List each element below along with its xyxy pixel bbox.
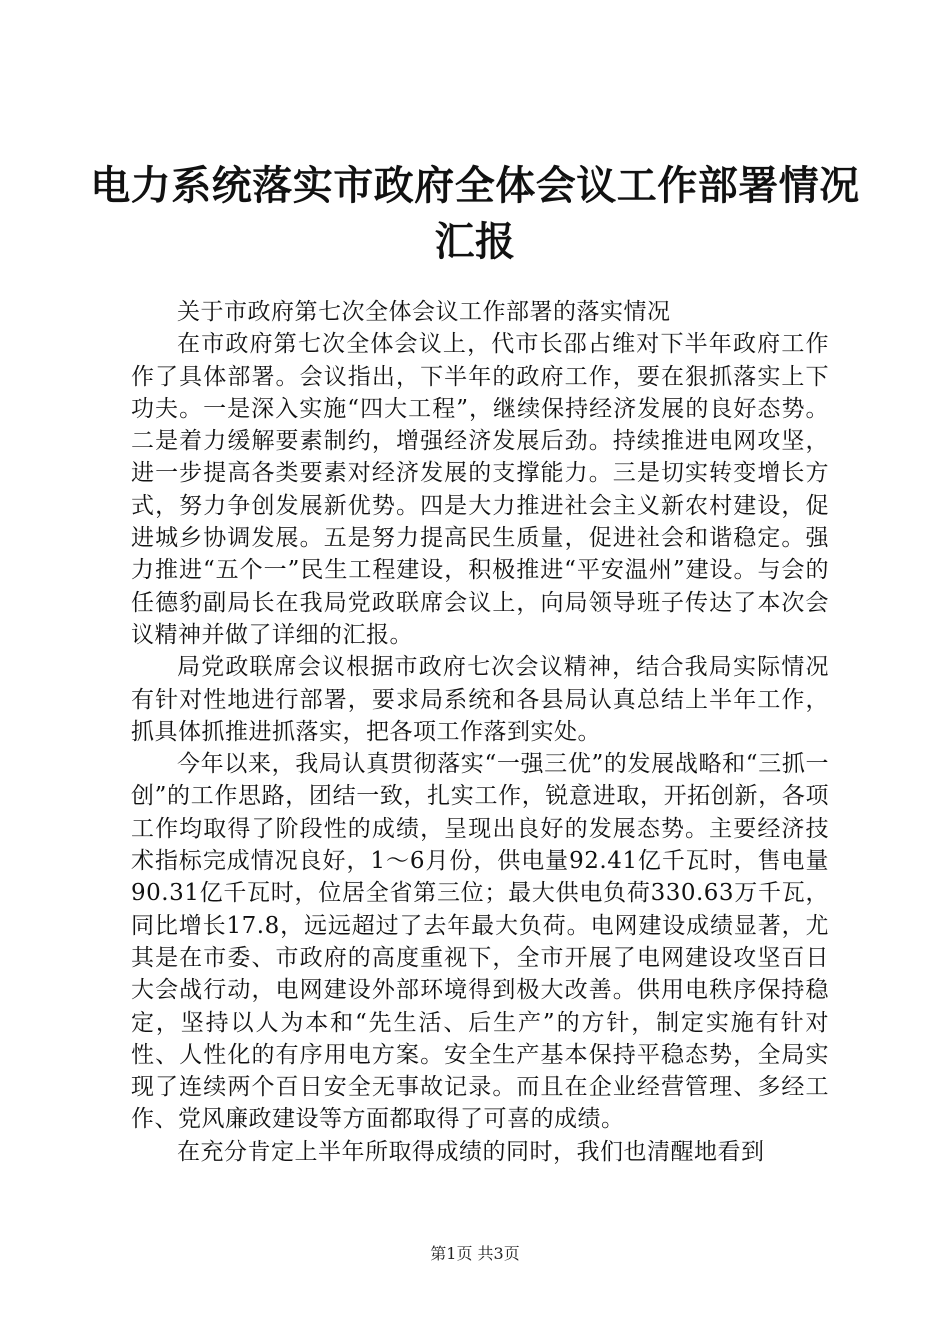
paragraph-achievements: 今年以来，我局认真贯彻落实“一强三优”的发展战略和“三抓一创”的工作思路，团结一致，扎实工作，锐意进取，开拓创新，各项工作均取得了阶段性的成绩，呈现出良好的发展态势。主要经济技术指标完成情况良好，1～6月份，供电量92.41亿千瓦时，售电量90.31亿千瓦时，位居全省第三位；最大供电负荷330.63万千瓦，同比增长17.8，远远超过了去年最大负荷。电网建设成绩显著，尤其是在市委、市政府的高度重视下，全市开展了电网建设攻坚百日大会战行动，电网建设外部环境得到极大改善。供用电秩序保持稳定，坚持以人为本和“先生活、后生产”的方针，制定实施有针对性、人性化的有序用电方案。安全生产基本保持平稳态势，全局实现了连续两个百日安全无事故记录。而且在企业经营管理、多经工作、党风廉政建设等方面都取得了可喜的成绩。 xyxy=(131,751,829,1133)
paragraph-subtitle: 关于市政府第七次全体会议工作部署的落实情况 xyxy=(177,299,671,325)
document-body xyxy=(131,296,829,1168)
paragraph-meeting-summary: 在市政府第七次全体会议上，代市长邵占维对下半年政府工作作了具体部署。会议指出，下半年的政府工作，要在狠抓落实上下功夫。一是深入实施“四大工程”，继续保持经济发展的良好态势。二是着力缓解要素制约，增强经济发展后劲。持续推进电网攻坚，进一步提高各类要素对经济发展的支撑能力。三是切实转变增长方式，努力争创发展新优势。四是大力推进社会主义新农村建设，促进城乡协调发展。五是努力提高民生质量，促进社会和谐稳定。强力推进“五个一”民生工程建设，积极推进“平安温州”建设。与会的任德豹副局长在我局党政联席会议上，向局领导班子传达了本次会议精神并做了详细的汇报。 xyxy=(131,331,829,648)
page-number-footer: 第1页 共3页 xyxy=(430,1244,520,1263)
paragraph-continuation: 在充分肯定上半年所取得成绩的同时，我们也清醒地看到 xyxy=(177,1138,765,1165)
paragraph-bureau-deployment: 局党政联席会议根据市政府七次会议精神，结合我局实际情况有针对性地进行部署，要求局系统和各县局认真总结上半年工作，抓具体抓推进抓落实，把各项工作落到实处。 xyxy=(131,654,829,745)
document-title: 电力系统落实市政府全体会议工作部署情况汇报 xyxy=(90,163,860,265)
